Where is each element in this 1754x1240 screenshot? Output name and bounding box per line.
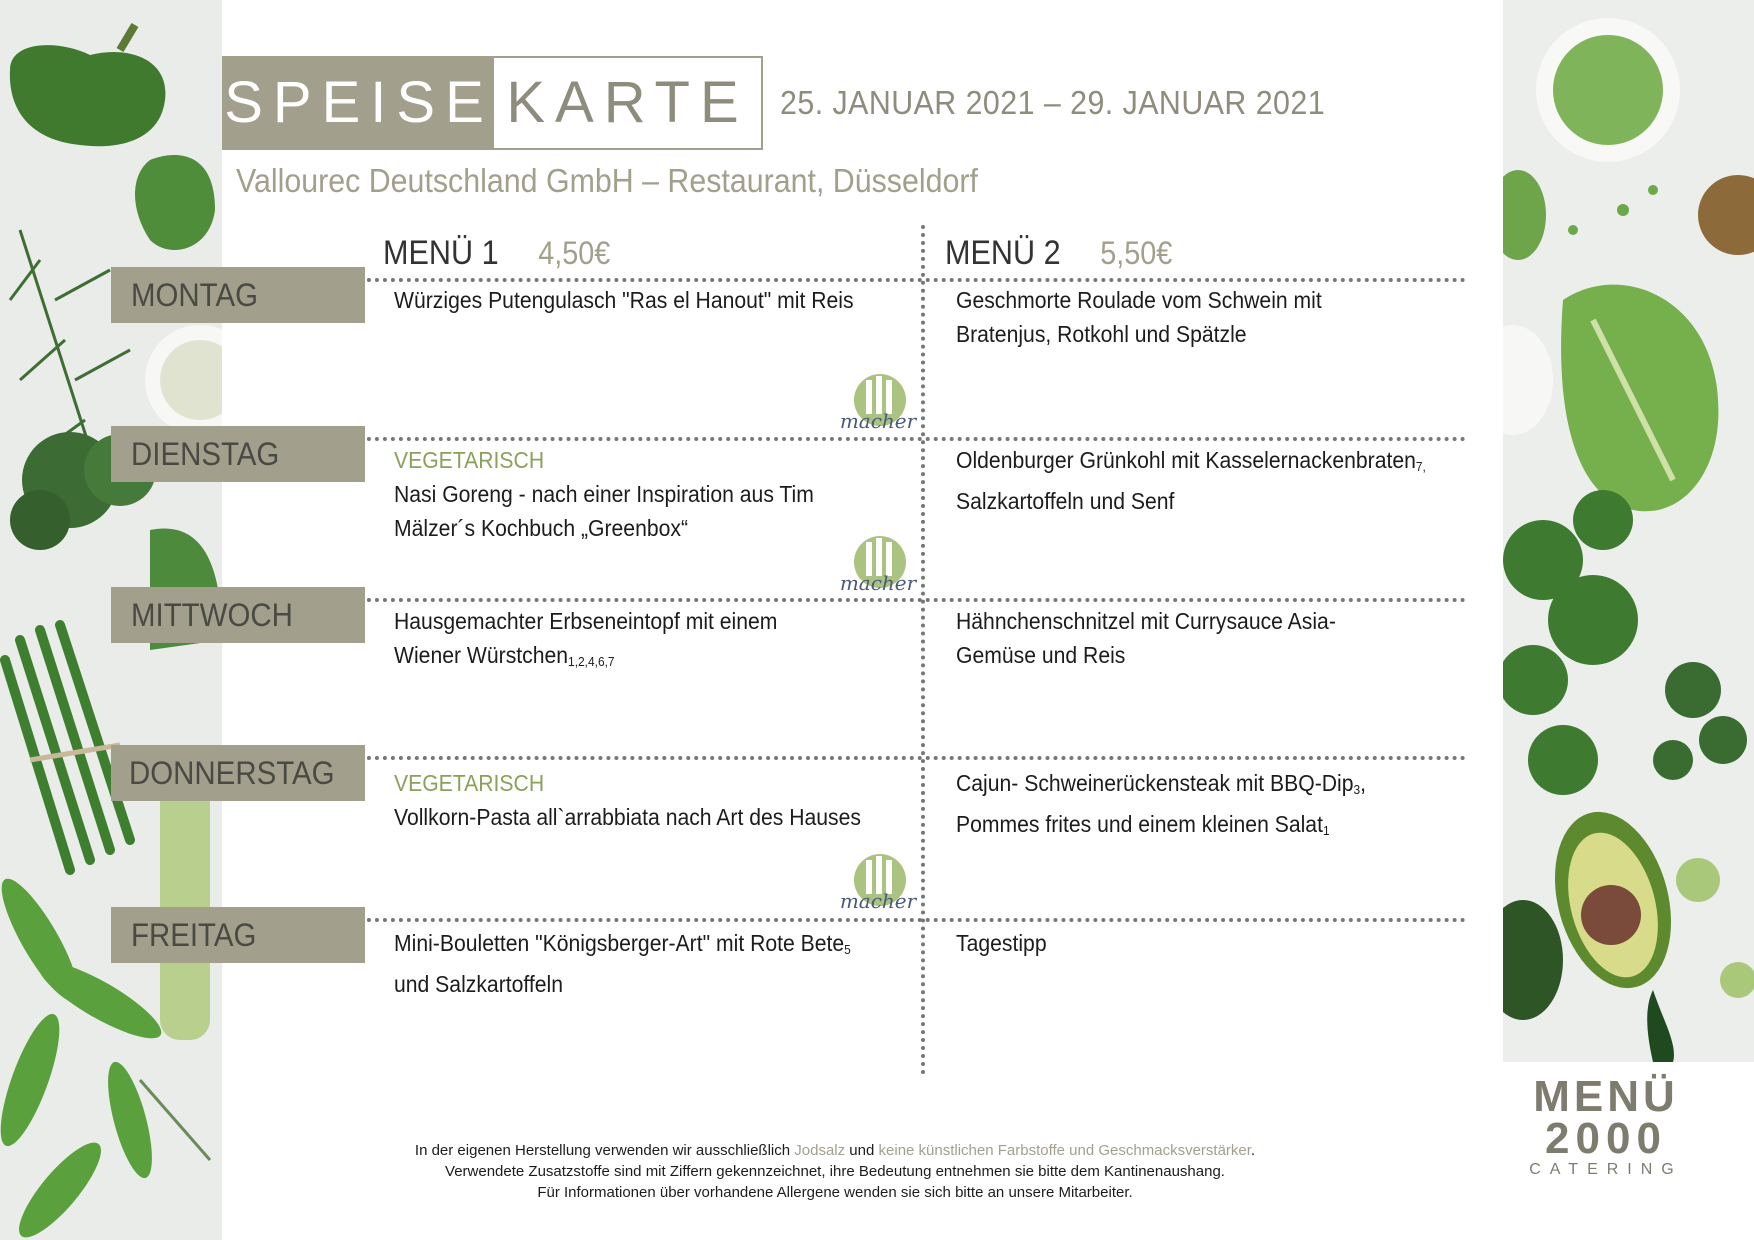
vegetarian-tag: VEGETARISCH xyxy=(394,447,545,473)
menu-1-header xyxy=(383,234,610,273)
restaurant-subtitle: Vallourec Deutschland GmbH – Restaurant, Düsseldorf xyxy=(236,162,978,199)
row-divider xyxy=(335,437,1466,441)
dish-montag-menu2: Geschmorte Roulade vom Schwein mit Bratenjus, Rotkohl und Spätzle xyxy=(956,287,1322,347)
day-tab-dienstag: DIENSTAG xyxy=(111,426,365,482)
dish-mittwoch-menu1: Hausgemachter Erbseneintopf mit einem Wiener Würstchen$_{1,2,4,6,7}$ xyxy=(394,608,778,669)
right-vegetable-image xyxy=(1503,0,1754,1062)
column-divider xyxy=(921,225,925,1075)
menu-1-price: 4,50€ xyxy=(538,235,611,271)
vegetarian-tag: VEGETARISCH xyxy=(394,770,545,796)
svg-text:macher: macher xyxy=(839,889,917,913)
additives: 1,2,4,6,7 xyxy=(568,654,615,669)
row-divider xyxy=(335,756,1466,760)
date-range: 25. JANUAR 2021 – 29. JANUAR 2021 xyxy=(780,84,1326,121)
svg-text:macher: macher xyxy=(839,409,917,433)
day-tab-donnerstag: DONNERSTAG xyxy=(111,745,365,801)
additives: 3 xyxy=(1353,782,1361,797)
footer-line-1: In der eigenen Herstellung verwenden wir ausschließlich Jodsalz und keine künstlichen Farbstoffe und Geschmacksverstärker. xyxy=(414,1142,1256,1159)
row-divider xyxy=(335,278,1466,282)
additives: 7, xyxy=(1415,459,1426,474)
title-box xyxy=(222,56,763,150)
footer-line-3: Für Informationen über vorhandene Allergene wenden sie sich bitte an unsere Mitarbeiter. xyxy=(537,1184,1133,1201)
footer-line-2: Verwendete Zusatzstoffe sind mit Ziffern gekennzeichnet, ihre Bedeutung entnehmen sie bitte dem Kantinenaushang. xyxy=(445,1163,1225,1180)
dish-donnerstag-menu2: Cajun- Schweinerückensteak mit BBQ-Dip$_3$, Pommes frites und einem kleinen Salat$_1$ xyxy=(956,770,1367,838)
dish-dienstag-menu1: VEGETARISCH Nasi Goreng - nach einer Inspiration aus Tim Mälzer´s Kochbuch „Greenbox“ xyxy=(394,443,854,545)
macher-badge-icon xyxy=(838,534,918,598)
menu-2-header xyxy=(945,234,1172,273)
additives: 5 xyxy=(844,942,851,957)
dish-dienstag-menu2: Oldenburger Grünkohl mit Kasselernackenbraten$_{7,}$ Salzkartoffeln und Senf xyxy=(956,447,1426,514)
dish-montag-menu1: Würziges Putengulasch "Ras el Hanout" mit Reis xyxy=(394,287,854,313)
day-tab-freitag: FREITAG xyxy=(111,907,365,963)
footer-note xyxy=(330,1140,1340,1203)
dish-donnerstag-menu1: VEGETARISCH Vollkorn-Pasta all`arrabbiata nach Art des Hauses xyxy=(394,766,909,834)
macher-badge-icon xyxy=(838,372,918,436)
day-tab-mittwoch: MITTWOCH xyxy=(111,587,365,643)
dish-freitag-menu2: Tagestipp xyxy=(956,930,1047,956)
menu2000-logo: MENÜ 2000 CATERING xyxy=(1529,1072,1683,1178)
dish-freitag-menu1: Mini-Bouletten "Königsberger-Art" mit Rote Bete$_5$ und Salzkartoffeln xyxy=(394,930,851,997)
row-divider xyxy=(335,918,1466,922)
additives: 1 xyxy=(1322,823,1330,838)
menu-1-name: MENÜ 1 xyxy=(383,234,499,272)
menu-2-price: 5,50€ xyxy=(1100,235,1173,271)
dish-mittwoch-menu2: Hähnchenschnitzel mit Currysauce Asia-Gemüse und Reis xyxy=(956,608,1336,668)
menu-2-name: MENÜ 2 xyxy=(945,234,1061,272)
row-divider xyxy=(335,598,1466,602)
day-tab-montag: MONTAG xyxy=(111,267,365,323)
macher-badge-icon xyxy=(838,852,918,916)
title-karte: KARTE xyxy=(506,70,749,135)
svg-text:macher: macher xyxy=(839,571,917,595)
title-speise: SPEISE xyxy=(224,58,494,148)
